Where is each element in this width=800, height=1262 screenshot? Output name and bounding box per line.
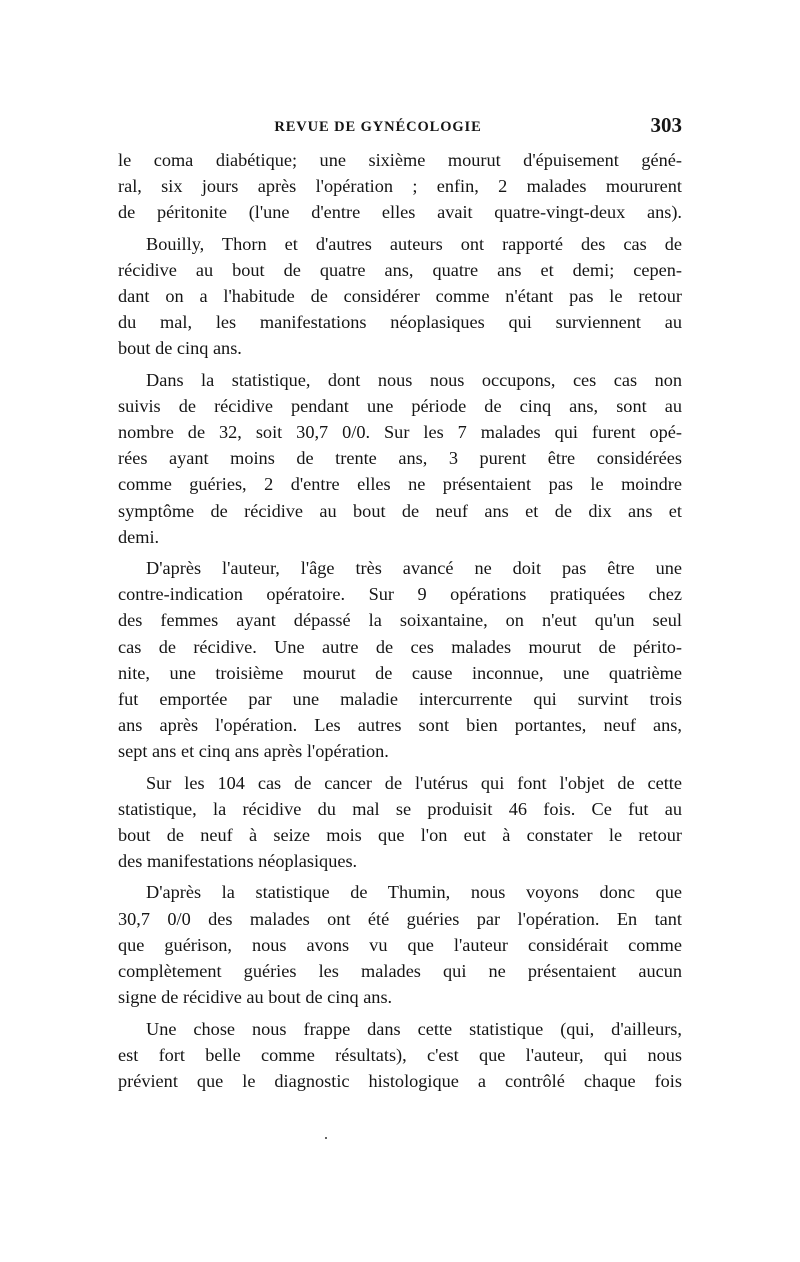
text-line: dant on a l'habitude de considérer comme n'étant pas le retour	[118, 286, 682, 307]
running-title: REVUE DE GYNÉCOLOGIE	[274, 119, 482, 135]
text-line: signe de récidive au bout de cinq ans.	[118, 987, 393, 1008]
text-line: Sur les 104 cas de cancer de l'utérus qui font l'objet de cette	[146, 772, 682, 793]
paragraph-1	[118, 147, 682, 226]
text-line: Dans la statistique, dont nous nous occupons, ces cas non	[146, 369, 682, 390]
paragraph-7	[118, 1016, 682, 1095]
text-line: du mal, les manifestations néoplasiques qui surviennent au	[118, 312, 682, 333]
text-line: contre-indication opératoire. Sur 9 opérations pratiquées chez	[118, 584, 682, 605]
text-line: bout de neuf à seize mois que l'on eut à constater le retour	[118, 825, 682, 846]
text-line: fut emportée par une maladie intercurrente qui survint trois	[118, 689, 682, 710]
paragraph-3	[118, 367, 682, 550]
text-line: bout de cinq ans.	[118, 338, 242, 359]
text-line: demi.	[118, 526, 160, 547]
text-line: 30,7 0/0 des malades ont été guéries par l'opération. En tant	[118, 908, 682, 929]
text-line: D'après la statistique de Thumin, nous voyons donc que	[146, 882, 682, 903]
text-line: que guérison, nous avons vu que l'auteur considérait comme	[118, 934, 682, 955]
text-line: rées ayant moins de trente ans, 3 purent être considérées	[118, 448, 682, 469]
text-line: ral, six jours après l'opération ; enfin, 2 malades moururent	[118, 176, 682, 197]
running-header	[118, 113, 682, 143]
text-line: symptôme de récidive au bout de neuf ans et de dix ans et	[118, 500, 682, 521]
text-line: cas de récidive. Une autre de ces malades mourut de périto-	[118, 636, 682, 657]
text-line: D'après l'auteur, l'âge très avancé ne doit pas être une	[146, 558, 682, 579]
text-line: récidive au bout de quatre ans, quatre ans et demi; cepen-	[118, 259, 682, 280]
text-line: des manifestations néoplasiques.	[118, 851, 358, 872]
text-line: prévient que le diagnostic histologique a contrôlé chaque fois	[118, 1070, 682, 1091]
paragraph-4	[118, 555, 682, 765]
text-line: comme guéries, 2 d'entre elles ne présentaient pas le moindre	[118, 474, 682, 495]
ink-speck	[325, 1137, 327, 1139]
body-text	[118, 147, 682, 1094]
paragraph-5	[118, 770, 682, 875]
text-line: des femmes ayant dépassé la soixantaine, on n'eut qu'un seul	[118, 610, 682, 631]
text-line: nite, une troisième mourut de cause inconnue, une quatrième	[118, 662, 682, 683]
text-line: le coma diabétique; une sixième mourut d'épuisement géné-	[118, 150, 682, 170]
paragraph-2	[118, 231, 682, 362]
page-number: 303	[650, 113, 682, 137]
text-line: suivis de récidive pendant une période de cinq ans, sont au	[118, 395, 682, 416]
text-line: est fort belle comme résultats), c'est que l'auteur, qui nous	[118, 1044, 682, 1065]
text-line: nombre de 32, soit 30,7 0/0. Sur les 7 malades qui furent opé-	[118, 422, 682, 443]
text-line: sept ans et cinq ans après l'opération.	[118, 741, 389, 762]
text-line: Bouilly, Thorn et d'autres auteurs ont rapporté des cas de	[146, 233, 682, 254]
text-line: statistique, la récidive du mal se produisit 46 fois. Ce fut au	[118, 798, 682, 819]
text-line: de péritonite (l'une d'entre elles avait quatre-vingt-deux ans).	[118, 202, 682, 223]
text-line: complètement guéries les malades qui ne présentaient aucun	[118, 961, 682, 982]
paragraph-6	[118, 879, 682, 1010]
text-line: ans après l'opération. Les autres sont bien portantes, neuf ans,	[118, 715, 682, 736]
text-line: Une chose nous frappe dans cette statistique (qui, d'ailleurs,	[146, 1018, 682, 1039]
